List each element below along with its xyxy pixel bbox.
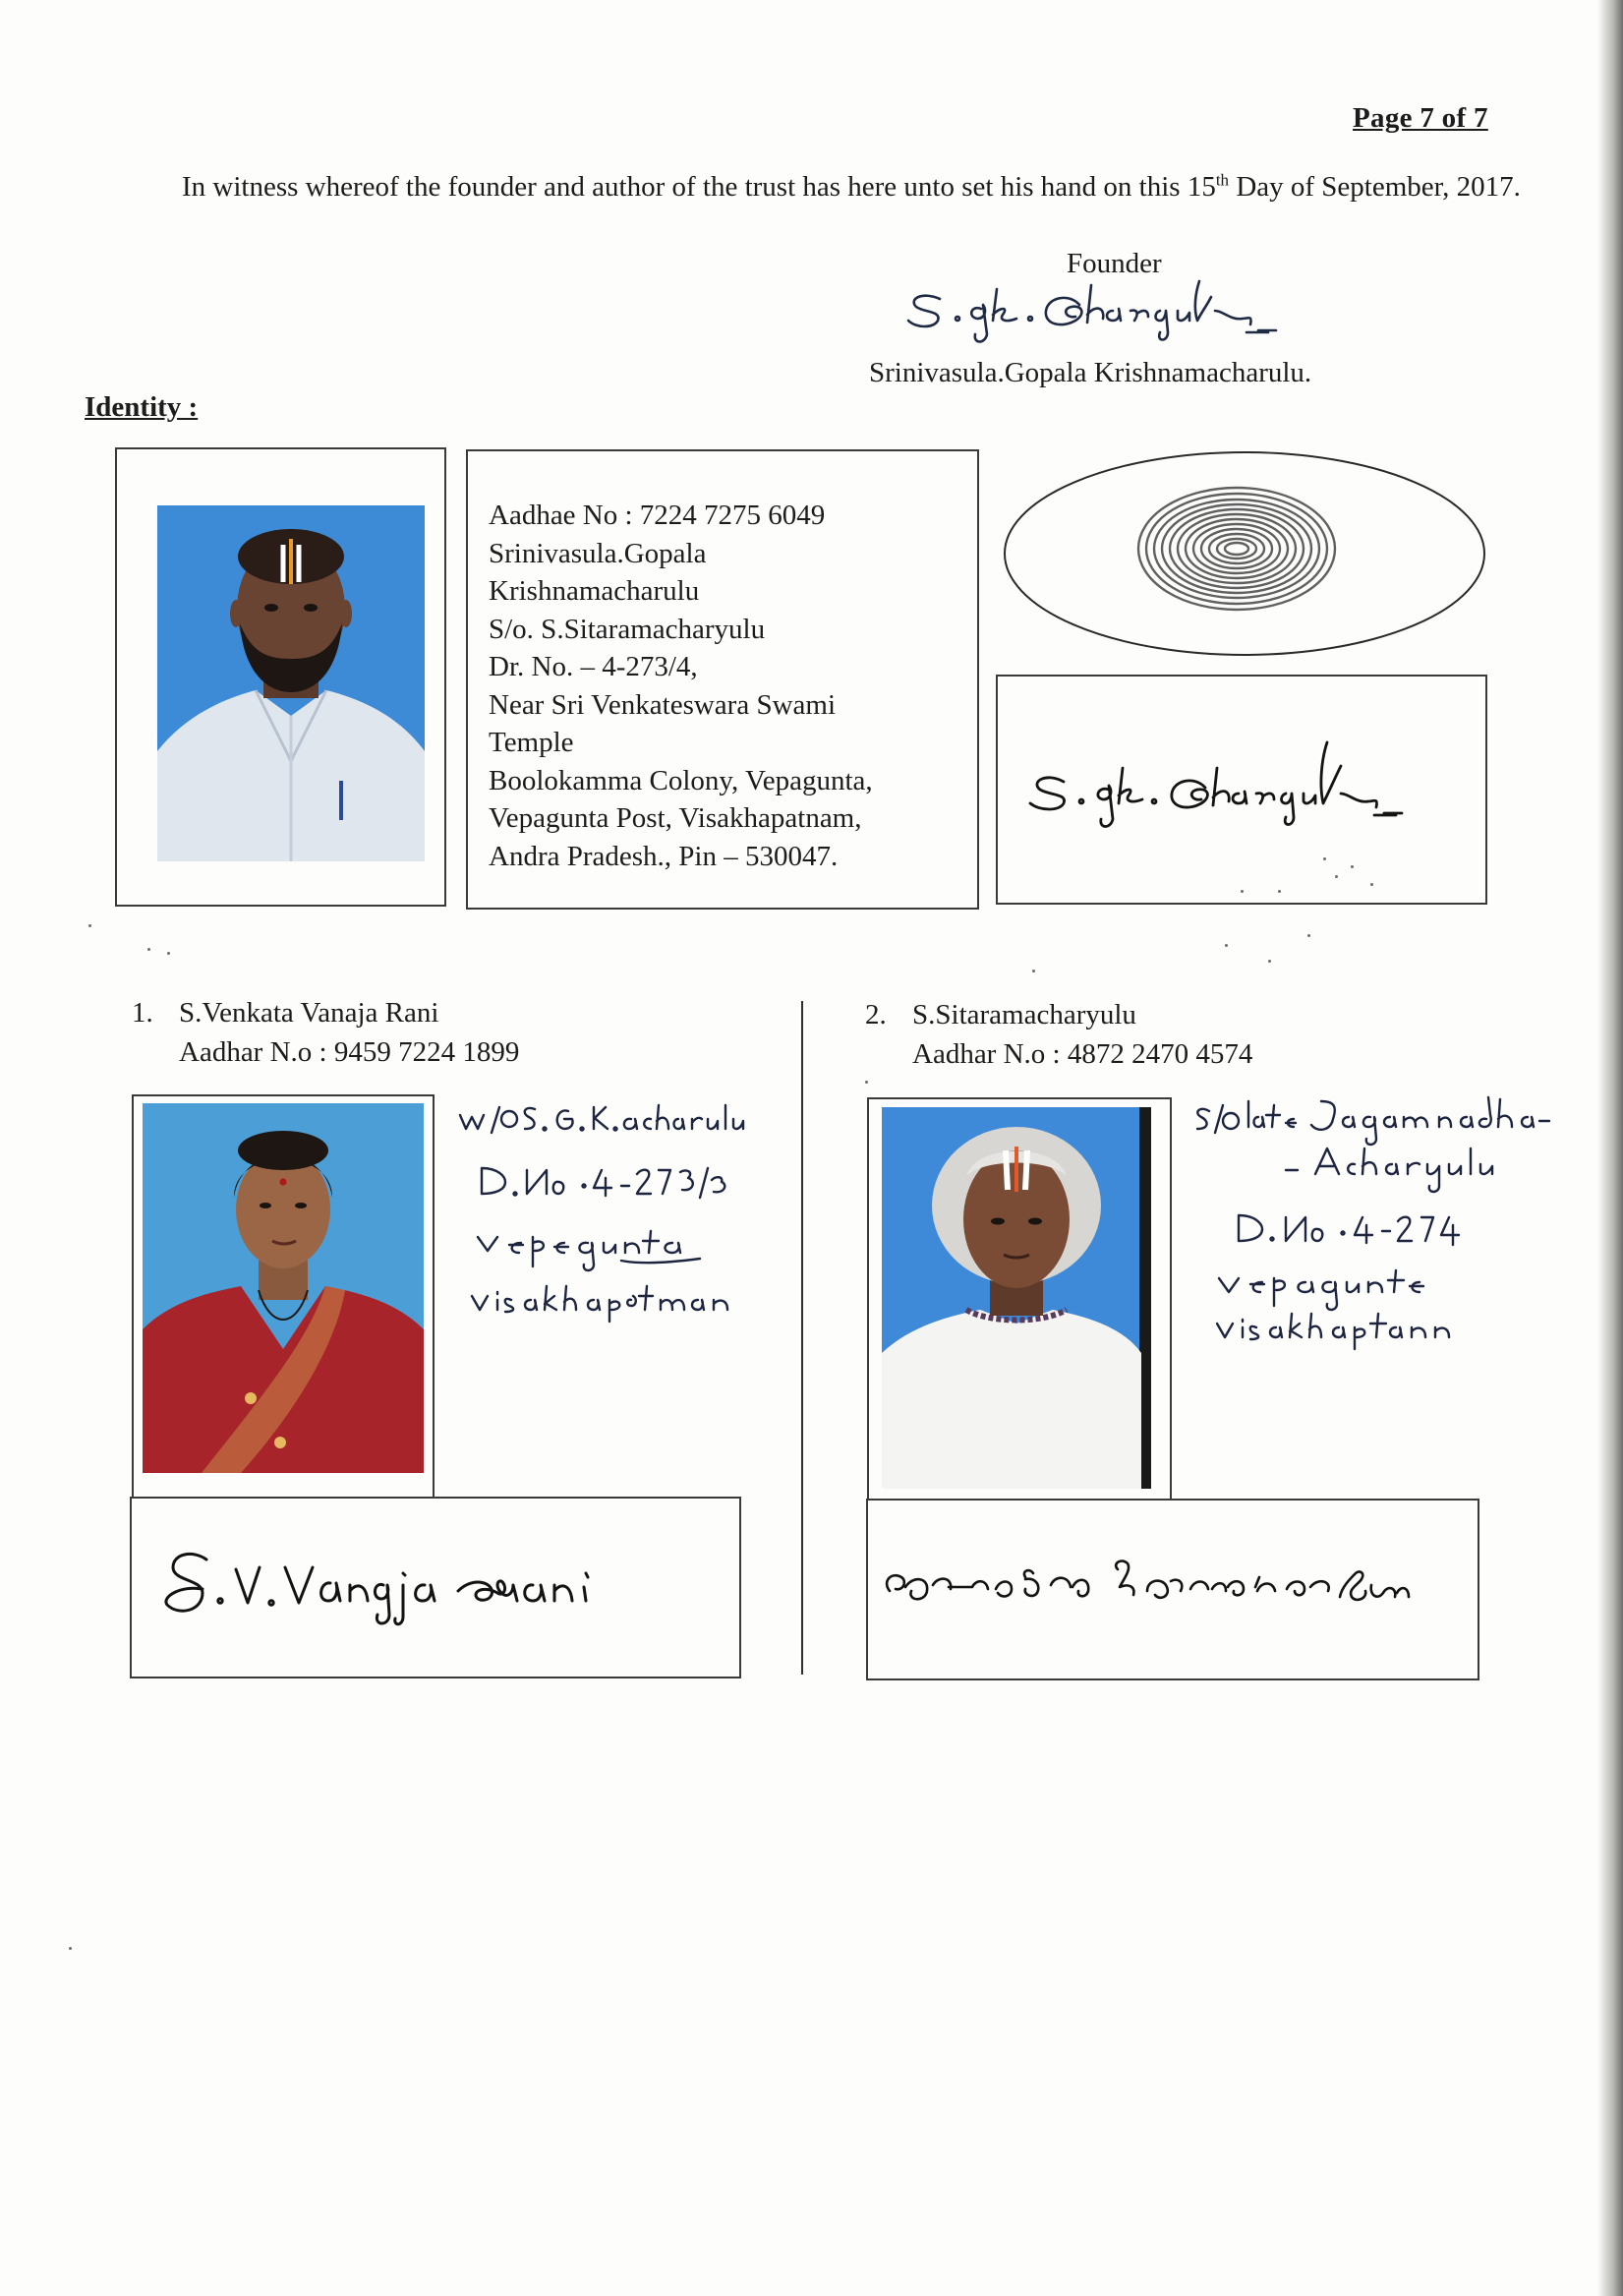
- address-line: Srinivasula.Gopala: [489, 537, 707, 569]
- founder-signature: [902, 275, 1345, 352]
- identity-heading: Identity :: [85, 391, 199, 423]
- address-line: Andra Pradesh., Pin – 530047.: [489, 840, 839, 872]
- witness-1-signature: [163, 1546, 655, 1634]
- address-line: Aadhae No : 7224 7275 6049: [489, 500, 826, 531]
- witness-2-signature: [878, 1552, 1487, 1630]
- witness-2-number: 2.: [865, 999, 887, 1030]
- witness-2-name: S.Sitaramacharyulu: [912, 999, 1136, 1030]
- witness-2-header: [865, 995, 1252, 1074]
- thumbprint: [1003, 450, 1486, 657]
- founder-address: [489, 497, 873, 875]
- date-superscript: th: [1215, 170, 1230, 190]
- witness-1-header: [132, 993, 519, 1072]
- witness-2-photo: [882, 1107, 1151, 1489]
- witness-1-name: S.Venkata Vanaja Rani: [179, 997, 439, 1029]
- witness-statement: [85, 167, 1530, 206]
- witness-statement-text: In witness whereof the founder and author of the trust has here unto set his hand on this 15: [182, 171, 1216, 203]
- address-line: Vepagunta Post, Visakhapatnam,: [489, 802, 862, 834]
- witness-1-handwritten-note: [454, 1099, 818, 1325]
- witness-1-number: 1.: [132, 997, 153, 1029]
- witness-2-aadhar: Aadhar N.o : 4872 2470 4574: [912, 1038, 1253, 1070]
- address-line: Krishnamacharulu: [489, 575, 700, 607]
- page-number: Page 7 of 7: [1353, 102, 1488, 134]
- witness-statement-text-end: Day of September, 2017.: [1229, 171, 1521, 203]
- witness-1-aadhar: Aadhar N.o : 9459 7224 1899: [179, 1036, 520, 1068]
- address-line: Temple: [489, 727, 574, 758]
- page-edge-shadow: [1597, 0, 1623, 2296]
- address-line: Near Sri Venkateswara Swami: [489, 688, 836, 721]
- address-line: Dr. No. – 4-273/4,: [489, 651, 698, 682]
- witness-2-handwritten-note: [1188, 1091, 1581, 1357]
- founder-name: Srinivasula.Gopala Krishnamacharulu.: [869, 357, 1312, 388]
- founder-label: Founder: [1067, 248, 1162, 279]
- address-line: Boolokamma Colony, Vepagunta,: [489, 764, 873, 796]
- witness-1-photo: [143, 1103, 424, 1473]
- founder-photo: [157, 505, 425, 861]
- founder-id-signature: [1024, 733, 1457, 841]
- address-line: S/o. S.Sitaramacharyulu: [489, 613, 766, 645]
